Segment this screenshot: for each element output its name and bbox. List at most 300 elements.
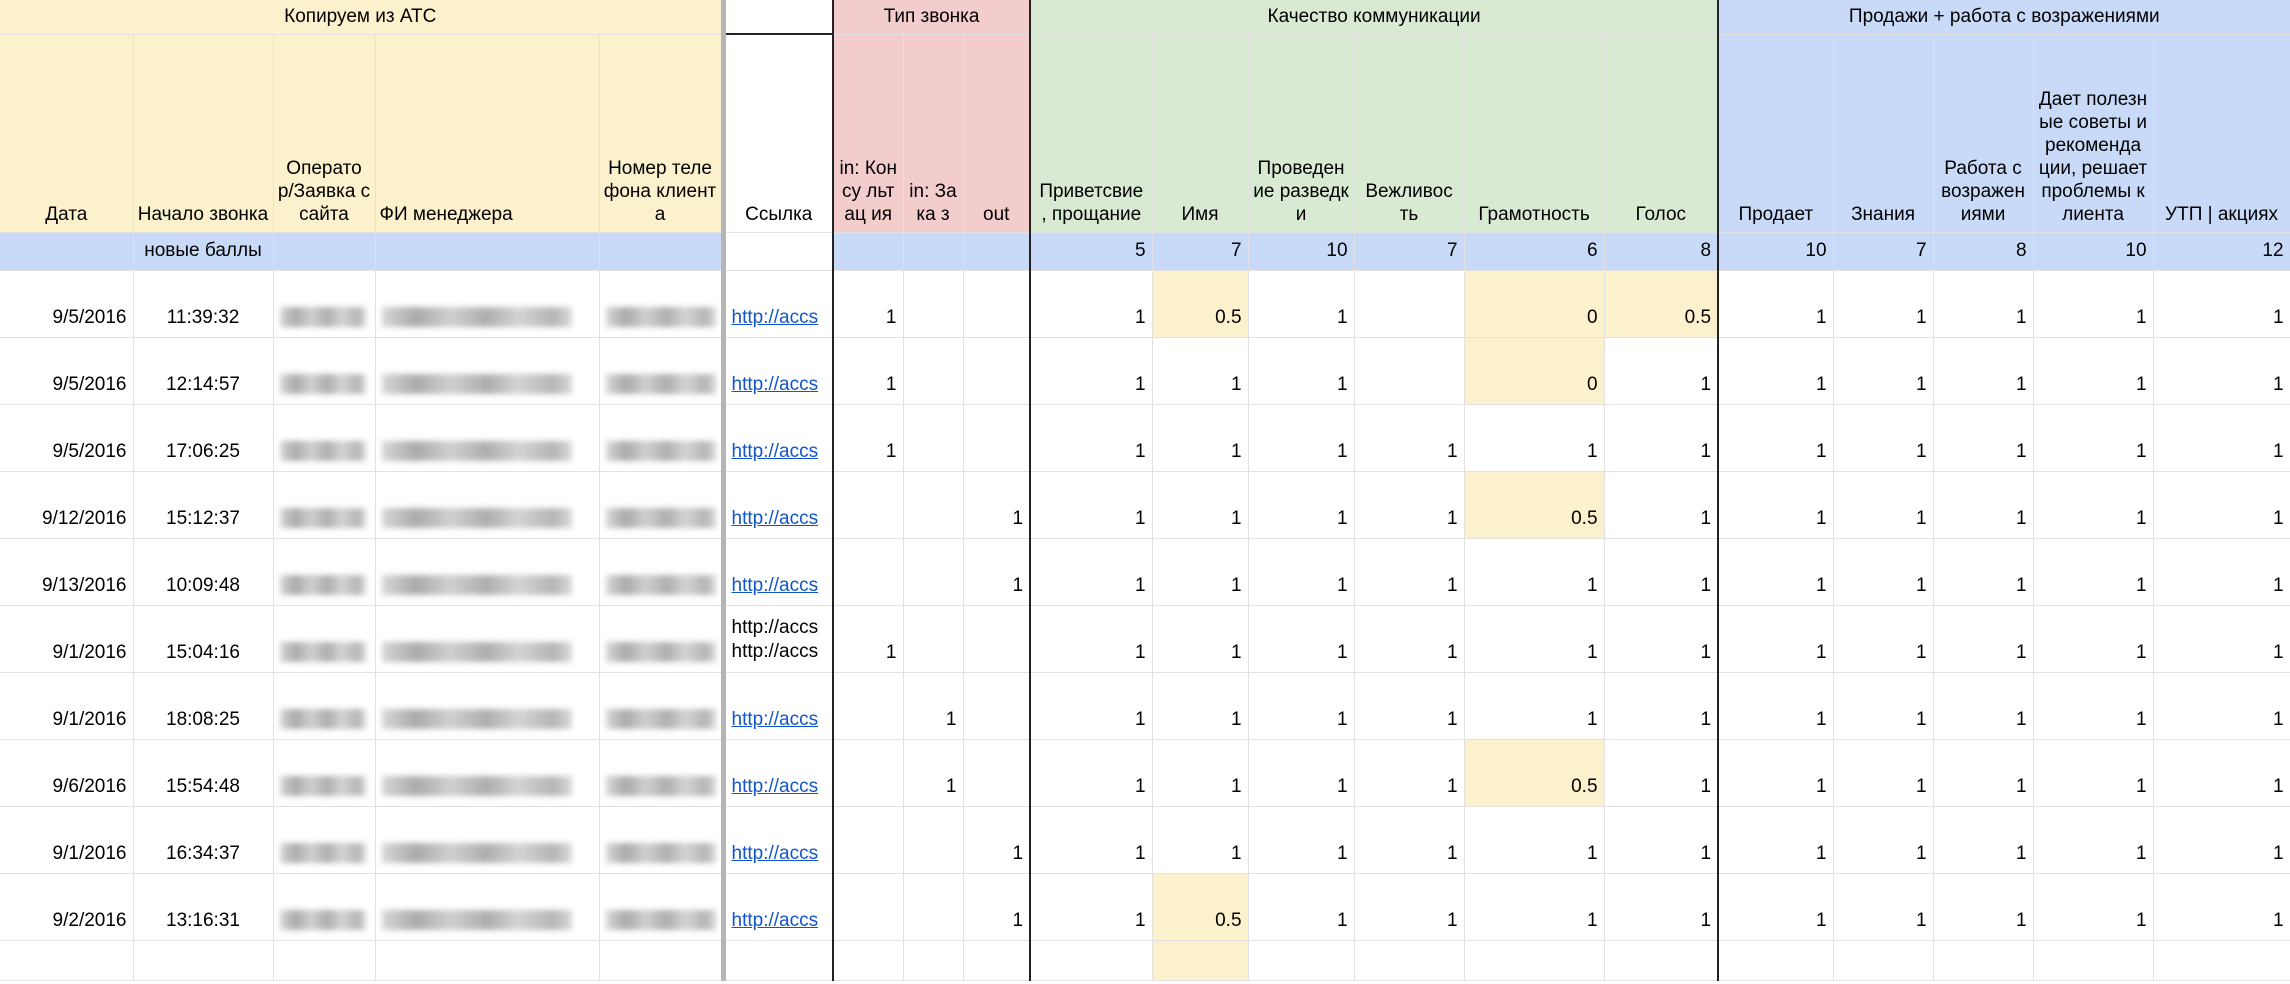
cell-sells[interactable]: 1 [1718,337,1833,404]
cell-start[interactable]: 15:04:16 [133,605,273,672]
col-header-sells[interactable]: Продает [1718,34,1833,232]
cell-link[interactable] [723,806,833,873]
cell-operator-redacted[interactable] [273,873,375,940]
empty-cell[interactable] [833,940,903,980]
cell-operator-redacted[interactable] [273,471,375,538]
cell-in-order[interactable]: 1 [903,739,963,806]
cell-link[interactable] [723,404,833,471]
cell-knowledge[interactable]: 1 [1833,270,1933,337]
empty-cell[interactable] [1933,940,2033,980]
cell-voice[interactable]: 1 [1604,672,1718,739]
cell-literacy[interactable]: 1 [1464,672,1604,739]
col-header-in-order[interactable]: in: Зака з [903,34,963,232]
cell-start[interactable]: 11:39:32 [133,270,273,337]
cell-greeting[interactable]: 1 [1030,337,1152,404]
score-literacy[interactable]: 6 [1464,232,1604,270]
cell-date[interactable]: 9/13/2016 [0,538,133,605]
redacted-text [382,910,572,930]
cell-out[interactable]: 1 [963,471,1030,538]
score-usp[interactable]: 12 [2153,232,2290,270]
cell-in-order[interactable] [903,471,963,538]
cell-start[interactable]: 15:12:37 [133,471,273,538]
empty-cell[interactable] [1354,940,1464,980]
cell-sells[interactable]: 1 [1718,538,1833,605]
cell-scouting[interactable]: 1 [1248,672,1354,739]
cell-name[interactable]: 0.5 [1152,873,1248,940]
cell-knowledge[interactable]: 1 [1833,873,1933,940]
col-header-phone[interactable]: Номер телефона клиента [599,34,723,232]
cell-greeting[interactable]: 1 [1030,471,1152,538]
redacted-text [606,441,716,461]
cell-date[interactable]: 9/1/2016 [0,806,133,873]
redacted-text [280,307,366,327]
cell-knowledge[interactable]: 1 [1833,538,1933,605]
redacted-text [606,307,716,327]
call-link[interactable]: http://accs [731,775,819,797]
call-link[interactable]: http://accs [731,440,819,462]
col-header-greeting[interactable]: Приветсвие , прощание [1030,34,1152,232]
cell-usp[interactable]: 1 [2153,873,2290,940]
cell-objections[interactable]: 1 [1933,270,2033,337]
cell-name[interactable]: 1 [1152,605,1248,672]
cell-advice[interactable]: 1 [2033,873,2153,940]
cell-knowledge[interactable]: 1 [1833,672,1933,739]
table-row [0,404,2290,471]
empty-cell[interactable] [2153,940,2290,980]
redacted-text [606,843,716,863]
col-header-knowledge[interactable]: Знания [1833,34,1933,232]
redacted-text [382,307,572,327]
cell-date[interactable]: 9/5/2016 [0,404,133,471]
cell-name[interactable]: 1 [1152,337,1248,404]
col-header-name[interactable]: Имя [1152,34,1248,232]
col-header-operator[interactable]: Операто р/Заявка с сайта [273,34,375,232]
cell-phone-redacted[interactable] [599,806,723,873]
cell-link[interactable] [723,270,833,337]
empty-cell[interactable] [1604,940,1718,980]
cell-objections[interactable]: 1 [1933,806,2033,873]
cell-in-consult[interactable] [833,538,903,605]
score-objections[interactable]: 8 [1933,232,2033,270]
cell-objections[interactable]: 1 [1933,672,2033,739]
cell-name[interactable]: 1 [1152,404,1248,471]
cell-knowledge[interactable]: 1 [1833,337,1933,404]
empty-cell[interactable] [599,940,723,980]
cell-out[interactable] [963,270,1030,337]
cell-scouting[interactable]: 1 [1248,404,1354,471]
col-header-scouting[interactable]: Проведен ие разведки [1248,34,1354,232]
cell-manager-redacted[interactable] [375,672,599,739]
cell-politeness[interactable]: 1 [1354,605,1464,672]
empty-cell[interactable] [723,940,833,980]
cell-operator-redacted[interactable] [273,806,375,873]
col-header-usp[interactable]: УТП | акциях [2153,34,2290,232]
cell-sells[interactable]: 1 [1718,404,1833,471]
cell-in-consult[interactable]: 1 [833,270,903,337]
cell-in-consult[interactable] [833,672,903,739]
cell-link[interactable] [723,337,833,404]
col-header-literacy[interactable]: Грамотность [1464,34,1604,232]
cell-name[interactable]: 1 [1152,739,1248,806]
empty-cell[interactable] [0,940,133,980]
empty-cell[interactable] [375,940,599,980]
cell-start[interactable]: 12:14:57 [133,337,273,404]
cell-link[interactable] [723,538,833,605]
redacted-text [280,575,366,595]
empty-cell[interactable] [1833,940,1933,980]
redacted-text [280,374,366,394]
cell-manager-redacted[interactable] [375,538,599,605]
cell-advice[interactable]: 1 [2033,337,2153,404]
cell-phone-redacted[interactable] [599,270,723,337]
cell-phone-redacted[interactable] [599,404,723,471]
cell-in-order[interactable] [903,404,963,471]
cell-voice[interactable]: 0.5 [1604,270,1718,337]
empty-cell[interactable] [963,940,1030,980]
cell-advice[interactable]: 1 [2033,471,2153,538]
cell-advice[interactable]: 1 [2033,672,2153,739]
cell-usp[interactable]: 1 [2153,471,2290,538]
cell-knowledge[interactable]: 1 [1833,739,1933,806]
cell-voice[interactable]: 1 [1604,404,1718,471]
cell-start[interactable]: 16:34:37 [133,806,273,873]
cell-voice[interactable]: 1 [1604,538,1718,605]
cell-scouting[interactable]: 1 [1248,471,1354,538]
cell-name[interactable]: 0.5 [1152,270,1248,337]
scores-cell-link[interactable] [723,232,833,270]
cell-phone-redacted[interactable] [599,873,723,940]
cell-in-consult[interactable] [833,471,903,538]
cell-sells[interactable]: 1 [1718,672,1833,739]
cell-manager-redacted[interactable] [375,404,599,471]
cell-scouting[interactable]: 1 [1248,270,1354,337]
cell-phone-redacted[interactable] [599,337,723,404]
redacted-text [382,508,572,528]
cell-date[interactable]: 9/1/2016 [0,672,133,739]
cell-scouting[interactable]: 1 [1248,605,1354,672]
cell-greeting[interactable]: 1 [1030,806,1152,873]
cell-manager-redacted[interactable] [375,270,599,337]
cell-operator-redacted[interactable] [273,605,375,672]
cell-objections[interactable]: 1 [1933,739,2033,806]
col-header-advice[interactable]: Дает полезные советы и рекоменда ции, решает проблемы клиента [2033,34,2153,232]
cell-date[interactable]: 9/5/2016 [0,270,133,337]
score-greeting[interactable]: 5 [1030,232,1152,270]
cell-objections[interactable]: 1 [1933,605,2033,672]
cell-manager-redacted[interactable] [375,605,599,672]
cell-objections[interactable]: 1 [1933,873,2033,940]
call-link[interactable]: http://accs [731,842,819,864]
cell-date[interactable]: 9/12/2016 [0,471,133,538]
cell-scouting[interactable]: 1 [1248,739,1354,806]
cell-voice[interactable]: 1 [1604,471,1718,538]
cell-usp[interactable]: 1 [2153,739,2290,806]
cell-operator-redacted[interactable] [273,672,375,739]
cell-in-order[interactable] [903,538,963,605]
cell-greeting[interactable]: 1 [1030,270,1152,337]
cell-politeness[interactable] [1354,337,1464,404]
cell-link[interactable] [723,739,833,806]
cell-out[interactable] [963,404,1030,471]
cell-manager-redacted[interactable] [375,471,599,538]
empty-cell[interactable] [273,940,375,980]
cell-voice[interactable]: 1 [1604,873,1718,940]
cell-scouting[interactable]: 1 [1248,538,1354,605]
cell-voice[interactable]: 1 [1604,739,1718,806]
cell-in-order[interactable]: 1 [903,672,963,739]
scores-cell-phone[interactable] [599,232,723,270]
score-name[interactable]: 7 [1152,232,1248,270]
cell-out[interactable]: 1 [963,538,1030,605]
score-knowledge[interactable]: 7 [1833,232,1933,270]
cell-phone-redacted[interactable] [599,538,723,605]
cell-objections[interactable]: 1 [1933,538,2033,605]
cell-sells[interactable]: 1 [1718,471,1833,538]
cell-advice[interactable]: 1 [2033,270,2153,337]
cell-operator-redacted[interactable] [273,739,375,806]
call-link[interactable]: http://accs [731,373,819,395]
cell-date[interactable]: 9/5/2016 [0,337,133,404]
cell-phone-redacted[interactable] [599,605,723,672]
cell-out[interactable] [963,605,1030,672]
cell-literacy[interactable]: 1 [1464,873,1604,940]
cell-usp[interactable]: 1 [2153,538,2290,605]
cell-out[interactable] [963,672,1030,739]
group-header-row [0,0,2290,34]
col-header-manager[interactable]: ФИ менеджера [375,34,599,232]
cell-in-consult[interactable]: 1 [833,337,903,404]
cell-sells[interactable]: 1 [1718,270,1833,337]
cell-usp[interactable]: 1 [2153,806,2290,873]
cell-date[interactable]: 9/6/2016 [0,739,133,806]
scores-cell-operator[interactable] [273,232,375,270]
cell-greeting[interactable]: 1 [1030,404,1152,471]
cell-sells[interactable]: 1 [1718,605,1833,672]
empty-cell[interactable] [1248,940,1354,980]
redacted-text [606,642,716,662]
redacted-text [606,508,716,528]
cell-start[interactable]: 17:06:25 [133,404,273,471]
cell-politeness[interactable]: 1 [1354,806,1464,873]
call-link[interactable]: http://accs [731,574,819,596]
cell-start[interactable]: 18:08:25 [133,672,273,739]
cell-manager-redacted[interactable] [375,806,599,873]
cell-usp[interactable]: 1 [2153,672,2290,739]
cell-link[interactable] [723,672,833,739]
cell-out[interactable]: 1 [963,873,1030,940]
cell-in-consult[interactable]: 1 [833,404,903,471]
cell-in-order[interactable] [903,337,963,404]
cell-literacy[interactable]: 0 [1464,270,1604,337]
cell-operator-redacted[interactable] [273,404,375,471]
call-link[interactable]: http://accs [731,306,819,328]
score-advice[interactable]: 10 [2033,232,2153,270]
empty-cell[interactable] [903,940,963,980]
cell-name[interactable]: 1 [1152,471,1248,538]
cell-in-consult[interactable] [833,873,903,940]
cell-objections[interactable]: 1 [1933,337,2033,404]
cell-greeting[interactable]: 1 [1030,873,1152,940]
link-text-2[interactable]: http://accs [731,640,819,662]
cell-advice[interactable]: 1 [2033,806,2153,873]
empty-cell[interactable] [1464,940,1604,980]
redacted-text [280,441,366,461]
cell-greeting[interactable]: 1 [1030,672,1152,739]
cell-literacy[interactable]: 1 [1464,538,1604,605]
scores-cell-manager[interactable] [375,232,599,270]
cell-politeness[interactable]: 1 [1354,538,1464,605]
cell-knowledge[interactable]: 1 [1833,605,1933,672]
cell-name[interactable]: 1 [1152,806,1248,873]
col-header-start[interactable]: Начало звонка [133,34,273,232]
col-header-out[interactable]: out [963,34,1030,232]
cell-in-order[interactable] [903,605,963,672]
col-header-in-consult[interactable]: in: Консу льтац ия [833,34,903,232]
call-link[interactable]: http://accs [731,708,819,730]
cell-politeness[interactable] [1354,270,1464,337]
cell-name[interactable]: 1 [1152,538,1248,605]
data-rows [0,270,2290,940]
cell-operator-redacted[interactable] [273,538,375,605]
empty-cell[interactable] [1718,940,1833,980]
cell-manager-redacted[interactable] [375,739,599,806]
col-header-politeness[interactable]: Вежливос ть [1354,34,1464,232]
cell-advice[interactable]: 1 [2033,739,2153,806]
scores-label[interactable]: новые баллы [133,232,273,270]
cell-knowledge[interactable]: 1 [1833,806,1933,873]
col-header-voice[interactable]: Голос [1604,34,1718,232]
redacted-text [606,709,716,729]
col-header-link[interactable]: Ссылка [723,34,833,232]
cell-in-order[interactable] [903,873,963,940]
cell-objections[interactable]: 1 [1933,471,2033,538]
redacted-text [382,642,572,662]
group-ats[interactable]: Копируем из АТС [0,0,723,34]
cell-literacy[interactable]: 1 [1464,605,1604,672]
table-row [0,471,2290,538]
cell-politeness[interactable]: 1 [1354,739,1464,806]
cell-phone-redacted[interactable] [599,471,723,538]
cell-literacy[interactable]: 1 [1464,404,1604,471]
cell-date[interactable]: 9/2/2016 [0,873,133,940]
cell-knowledge[interactable]: 1 [1833,471,1933,538]
cell-advice[interactable]: 1 [2033,605,2153,672]
cell-name[interactable]: 1 [1152,672,1248,739]
link-text[interactable]: http://accs [731,616,819,638]
cell-manager-redacted[interactable] [375,873,599,940]
cell-knowledge[interactable]: 1 [1833,404,1933,471]
empty-cell[interactable] [2033,940,2153,980]
cell-scouting[interactable]: 1 [1248,873,1354,940]
cell-usp[interactable]: 1 [2153,337,2290,404]
cell-usp[interactable]: 1 [2153,404,2290,471]
call-link[interactable]: http://accs [731,507,819,529]
empty-cell[interactable] [1152,940,1248,980]
cell-politeness[interactable]: 1 [1354,873,1464,940]
cell-out[interactable] [963,739,1030,806]
cell-greeting[interactable]: 1 [1030,739,1152,806]
cell-phone-redacted[interactable] [599,672,723,739]
scores-cell-out[interactable] [963,232,1030,270]
score-voice[interactable]: 8 [1604,232,1718,270]
table-row [0,337,2290,404]
cell-advice[interactable]: 1 [2033,538,2153,605]
cell-objections[interactable]: 1 [1933,404,2033,471]
cell-start[interactable]: 10:09:48 [133,538,273,605]
cell-phone-redacted[interactable] [599,739,723,806]
cell-scouting[interactable]: 1 [1248,806,1354,873]
table-row [0,873,2290,940]
cell-date[interactable]: 9/1/2016 [0,605,133,672]
scores-cell-in-consult[interactable] [833,232,903,270]
cell-link[interactable] [723,873,833,940]
group-link-blank[interactable] [723,0,833,34]
scores-cell-in-order[interactable] [903,232,963,270]
cell-out[interactable]: 1 [963,806,1030,873]
group-sales[interactable]: Продажи + работа с возражениями [1718,0,2290,34]
cell-operator-redacted[interactable] [273,270,375,337]
cell-politeness[interactable]: 1 [1354,404,1464,471]
redacted-text [280,642,366,662]
cell-link[interactable] [723,605,833,672]
cell-link[interactable] [723,471,833,538]
cell-manager-redacted[interactable] [375,337,599,404]
cell-voice[interactable]: 1 [1604,605,1718,672]
call-link[interactable]: http://accs [731,909,819,931]
cell-in-consult[interactable] [833,739,903,806]
score-scouting[interactable]: 10 [1248,232,1354,270]
cell-politeness[interactable]: 1 [1354,672,1464,739]
score-politeness[interactable]: 7 [1354,232,1464,270]
cell-advice[interactable]: 1 [2033,404,2153,471]
cell-usp[interactable]: 1 [2153,270,2290,337]
cell-scouting[interactable]: 1 [1248,337,1354,404]
col-header-objections[interactable]: Работа с возражен иями [1933,34,2033,232]
cell-literacy[interactable]: 0.5 [1464,471,1604,538]
col-header-date[interactable]: Дата [0,34,133,232]
cell-literacy[interactable]: 0.5 [1464,739,1604,806]
cell-start[interactable]: 13:16:31 [133,873,273,940]
cell-sells[interactable]: 1 [1718,806,1833,873]
cell-start[interactable]: 15:54:48 [133,739,273,806]
cell-greeting[interactable]: 1 [1030,538,1152,605]
cell-literacy[interactable]: 1 [1464,806,1604,873]
cell-sells[interactable]: 1 [1718,873,1833,940]
cell-voice[interactable]: 1 [1604,806,1718,873]
cell-in-order[interactable] [903,270,963,337]
cell-sells[interactable]: 1 [1718,739,1833,806]
cell-operator-redacted[interactable] [273,337,375,404]
cell-out[interactable] [963,337,1030,404]
table-row [0,538,2290,605]
empty-cell[interactable] [133,940,273,980]
cell-politeness[interactable]: 1 [1354,471,1464,538]
redacted-text [606,910,716,930]
group-quality[interactable]: Качество коммуникации [1030,0,1718,34]
cell-greeting[interactable]: 1 [1030,605,1152,672]
cell-in-consult[interactable] [833,806,903,873]
score-sells[interactable]: 10 [1718,232,1833,270]
redacted-text [382,776,572,796]
cell-in-order[interactable] [903,806,963,873]
cell-in-consult[interactable]: 1 [833,605,903,672]
cell-literacy[interactable]: 0 [1464,337,1604,404]
group-call-type[interactable]: Тип звонка [833,0,1030,34]
empty-cell[interactable] [1030,940,1152,980]
scores-cell-date[interactable] [0,232,133,270]
cell-usp[interactable]: 1 [2153,605,2290,672]
cell-voice[interactable]: 1 [1604,337,1718,404]
